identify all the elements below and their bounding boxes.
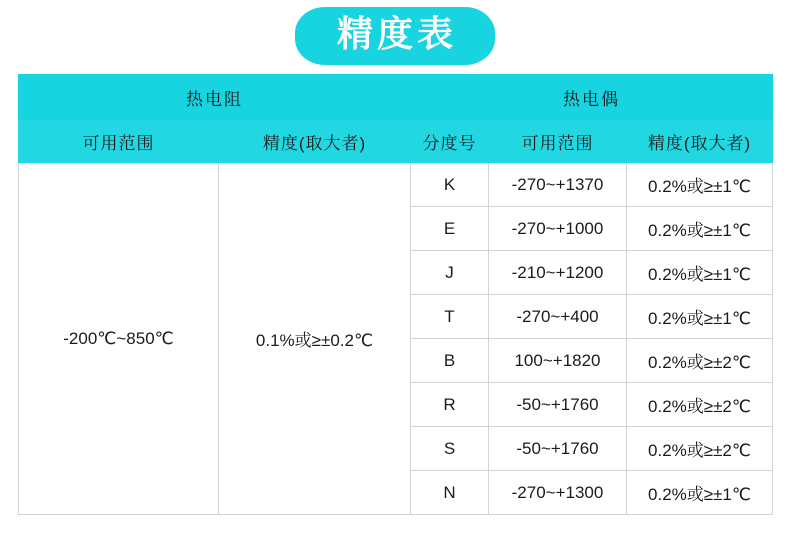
tc-type-cell: B xyxy=(411,339,489,383)
table-column-header-row xyxy=(19,120,773,163)
tc-range-cell: -210~+1200 xyxy=(489,251,627,295)
page-title-container xyxy=(0,0,790,62)
tc-range-cell: -50~+1760 xyxy=(489,383,627,427)
tc-accuracy-cell: 0.2%或≥±1℃ xyxy=(627,251,773,295)
column-header-tc-type: 分度号 xyxy=(411,120,489,163)
tc-type-cell: R xyxy=(411,383,489,427)
tc-range-cell: -270~+1000 xyxy=(489,207,627,251)
group-header-thermocouple: 热电偶 xyxy=(411,75,773,120)
tc-accuracy-cell: 0.2%或≥±2℃ xyxy=(627,339,773,383)
group-header-rtd: 热电阻 xyxy=(19,75,411,120)
tc-accuracy-cell: 0.2%或≥±1℃ xyxy=(627,471,773,515)
tc-range-cell: -270~+1370 xyxy=(489,163,627,207)
page-title: 精度表 xyxy=(295,7,495,64)
column-header-rtd-range: 可用范围 xyxy=(19,120,219,163)
tc-accuracy-cell: 0.2%或≥±1℃ xyxy=(627,163,773,207)
table-body xyxy=(19,163,773,515)
tc-type-cell: K xyxy=(411,163,489,207)
table-row xyxy=(19,163,773,207)
rtd-accuracy-cell: 0.1%或≥±0.2℃ xyxy=(219,163,411,515)
accuracy-table xyxy=(18,74,773,515)
tc-type-cell: T xyxy=(411,295,489,339)
tc-type-cell: E xyxy=(411,207,489,251)
rtd-range-cell: -200℃~850℃ xyxy=(19,163,219,515)
tc-type-cell: N xyxy=(411,471,489,515)
column-header-rtd-accuracy: 精度(取大者) xyxy=(219,120,411,163)
spec-table-container xyxy=(18,74,772,515)
tc-range-cell: -270~+400 xyxy=(489,295,627,339)
table-group-header-row xyxy=(19,75,773,120)
tc-accuracy-cell: 0.2%或≥±1℃ xyxy=(627,207,773,251)
tc-accuracy-cell: 0.2%或≥±1℃ xyxy=(627,295,773,339)
tc-range-cell: -50~+1760 xyxy=(489,427,627,471)
column-header-tc-range: 可用范围 xyxy=(489,120,627,163)
tc-range-cell: 100~+1820 xyxy=(489,339,627,383)
tc-accuracy-cell: 0.2%或≥±2℃ xyxy=(627,383,773,427)
tc-range-cell: -270~+1300 xyxy=(489,471,627,515)
tc-type-cell: S xyxy=(411,427,489,471)
tc-accuracy-cell: 0.2%或≥±2℃ xyxy=(627,427,773,471)
tc-type-cell: J xyxy=(411,251,489,295)
column-header-tc-accuracy: 精度(取大者) xyxy=(627,120,773,163)
